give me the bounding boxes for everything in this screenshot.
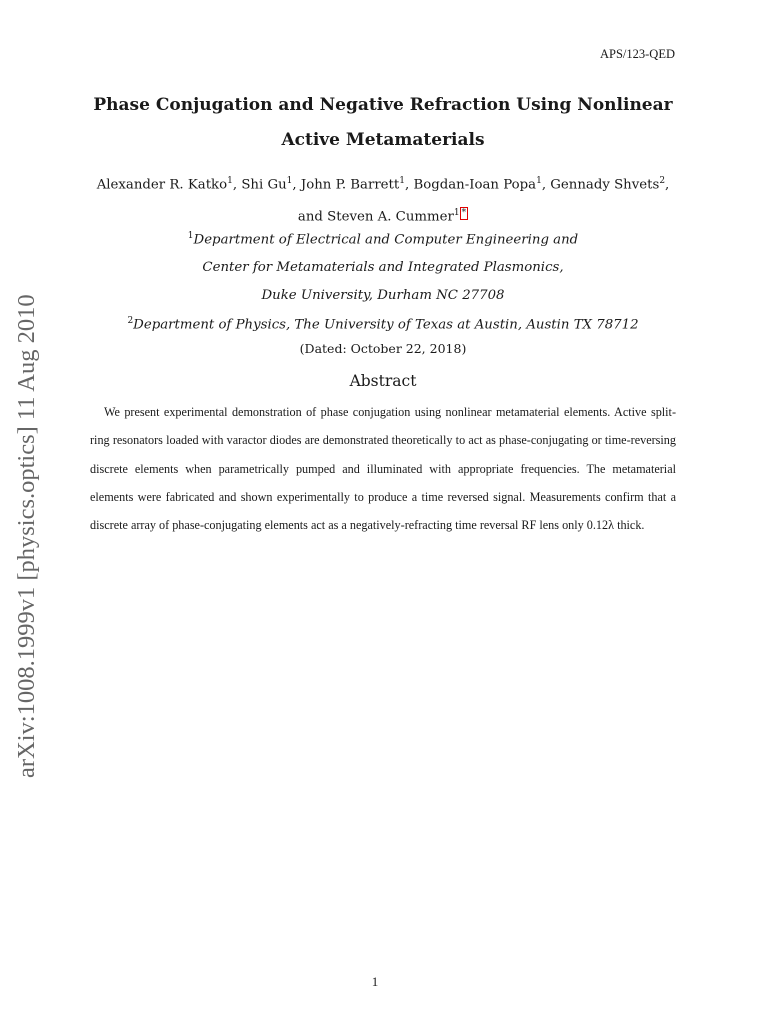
author: John P. Barrett <box>300 177 400 193</box>
author: Bogdan-Ioan Popa <box>413 177 537 193</box>
affil-line: Department of Electrical and Computer Engineering and <box>193 232 579 248</box>
affil-line: Center for Metamaterials and Integrated Plasmonics, <box>202 260 564 276</box>
abstract-text: We present experimental demonstration of phase conjugation using nonlinear metamaterial elements. Active split-ring resonators loaded with varactor diodes are demonstrated theoretically to act as phase-conjugating or time-reversing discrete elements when parametrically pumped and illuminated with appropriate frequencies. The metamaterial elements were fabricated and shown experimentally to produce a time reversed signal. Measurements confirm that a discrete array of phase-conjugating elements act as a negatively-refracting time reversal RF lens only 0.12λ thick. <box>90 405 676 533</box>
affil-mark: 1 <box>187 231 194 241</box>
page-number: 1 <box>371 974 379 989</box>
author: Shi Gu <box>241 177 287 193</box>
author: Gennady Shvets <box>550 177 660 193</box>
author: Steven A. Cummer <box>327 209 454 225</box>
report-id: APS/123-QED <box>599 47 675 61</box>
author-list: Alexander R. Katko$^1$, Shi Gu$^1$, John P. Barrett$^1$, Bogdan-Ioan Popa$^1$, Gennady Shvets$^2$, and Steven A. Cummer$^1$ * <box>96 176 670 225</box>
affiliation-1 <box>90 222 676 310</box>
dated-line: (Dated: October 22, 2018) <box>299 341 467 356</box>
corresponding-author-link[interactable]: * <box>461 208 467 219</box>
author: Alexander R. Katko <box>96 177 228 193</box>
author-affil-mark: 1 <box>227 176 233 186</box>
affil-line: Duke University, Durham NC 27708 <box>261 288 505 304</box>
author-affil-mark: 1 <box>399 176 405 186</box>
author-affil-mark: 1 <box>536 176 542 186</box>
paper-title: Phase Conjugation and Negative Refraction Using Nonlinear Active Metamaterials <box>93 95 673 150</box>
abstract-heading: Abstract <box>349 372 417 390</box>
affil-mark: 2 <box>127 316 134 326</box>
author-affil-mark: 2 <box>659 176 666 186</box>
arxiv-identifier: arXiv:1008.1999v1 [physics.optics] 11 Aug 2010 <box>13 294 40 778</box>
author-affil-mark: 1 <box>286 176 293 186</box>
author-affil-mark: 1 <box>453 208 460 219</box>
affil-line: Department of Physics, The University of Texas at Austin, Austin TX 78712 <box>133 317 639 333</box>
affiliation-2 <box>90 307 676 339</box>
